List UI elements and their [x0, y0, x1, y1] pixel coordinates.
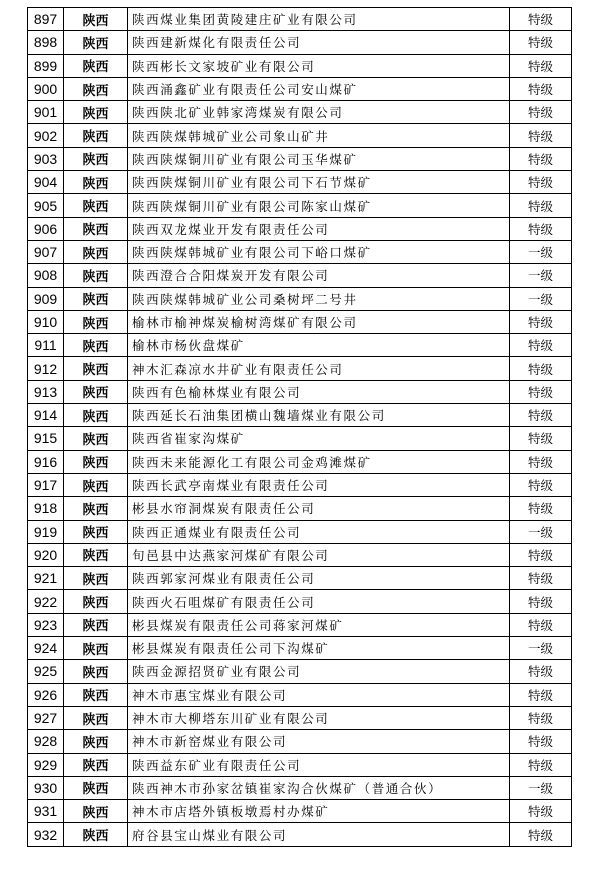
grade-cell: 特级 — [510, 706, 572, 729]
company-name-cell: 陕西双龙煤业开发有限责任公司 — [128, 217, 510, 240]
province-cell: 陕西 — [64, 590, 128, 613]
row-number: 907 — [28, 240, 64, 263]
table-row — [28, 730, 572, 753]
province-cell: 陕西 — [64, 240, 128, 263]
table-row — [28, 310, 572, 333]
row-number: 930 — [28, 776, 64, 799]
province-cell: 陕西 — [64, 776, 128, 799]
table-row — [28, 8, 572, 31]
company-name-cell: 陕西煤业集团黄陵建庄矿业有限公司 — [128, 8, 510, 31]
province-cell: 陕西 — [64, 753, 128, 776]
company-name-cell: 陕西澄合合阳煤炭开发有限公司 — [128, 264, 510, 287]
company-name-cell: 陕西神木市孙家岔镇崔家沟合伙煤矿（普通合伙） — [128, 776, 510, 799]
company-name-cell: 旬邑县中达燕家河煤矿有限公司 — [128, 543, 510, 566]
table-row — [28, 497, 572, 520]
row-number: 913 — [28, 380, 64, 403]
grade-cell: 特级 — [510, 473, 572, 496]
grade-cell: 特级 — [510, 450, 572, 473]
province-cell: 陕西 — [64, 637, 128, 660]
province-cell: 陕西 — [64, 124, 128, 147]
grade-cell: 一级 — [510, 264, 572, 287]
row-number: 929 — [28, 753, 64, 776]
table-row — [28, 124, 572, 147]
province-cell: 陕西 — [64, 520, 128, 543]
province-cell: 陕西 — [64, 54, 128, 77]
grade-cell: 特级 — [510, 380, 572, 403]
province-cell: 陕西 — [64, 380, 128, 403]
company-name-cell: 陕西陕北矿业韩家湾煤炭有限公司 — [128, 101, 510, 124]
province-cell: 陕西 — [64, 217, 128, 240]
row-number: 914 — [28, 404, 64, 427]
grade-cell: 特级 — [510, 543, 572, 566]
grade-cell: 特级 — [510, 683, 572, 706]
table-row — [28, 101, 572, 124]
company-name-cell: 彬县水帘洞煤炭有限责任公司 — [128, 497, 510, 520]
province-cell: 陕西 — [64, 660, 128, 683]
company-name-cell: 陕西有色榆林煤业有限公司 — [128, 380, 510, 403]
row-number: 919 — [28, 520, 64, 543]
province-cell: 陕西 — [64, 543, 128, 566]
grade-cell: 特级 — [510, 77, 572, 100]
grade-cell: 特级 — [510, 8, 572, 31]
grade-cell: 特级 — [510, 194, 572, 217]
grade-cell: 特级 — [510, 567, 572, 590]
table-row — [28, 77, 572, 100]
company-name-cell: 陕西郭家河煤业有限责任公司 — [128, 567, 510, 590]
table-row — [28, 520, 572, 543]
company-name-cell: 神木汇森凉水井矿业有限责任公司 — [128, 357, 510, 380]
table-row — [28, 753, 572, 776]
grade-cell: 特级 — [510, 357, 572, 380]
table-row — [28, 194, 572, 217]
province-cell: 陕西 — [64, 683, 128, 706]
company-name-cell: 神木市店塔外镇板墩焉村办煤矿 — [128, 800, 510, 823]
province-cell: 陕西 — [64, 101, 128, 124]
grade-cell: 特级 — [510, 800, 572, 823]
table-row — [28, 404, 572, 427]
grade-cell: 特级 — [510, 497, 572, 520]
grade-cell: 特级 — [510, 101, 572, 124]
province-cell: 陕西 — [64, 404, 128, 427]
company-name-cell: 陕西未来能源化工有限公司金鸡滩煤矿 — [128, 450, 510, 473]
company-name-cell: 神木市新窑煤业有限公司 — [128, 730, 510, 753]
company-name-cell: 陕西金源招贤矿业有限公司 — [128, 660, 510, 683]
grade-cell: 特级 — [510, 730, 572, 753]
province-cell: 陕西 — [64, 171, 128, 194]
table-row — [28, 543, 572, 566]
table-row — [28, 380, 572, 403]
table-row — [28, 800, 572, 823]
grade-cell: 一级 — [510, 520, 572, 543]
company-name-cell: 陕西建新煤化有限责任公司 — [128, 31, 510, 54]
company-name-cell: 陕西延长石油集团横山魏墙煤业有限公司 — [128, 404, 510, 427]
table-row — [28, 54, 572, 77]
province-cell: 陕西 — [64, 567, 128, 590]
province-cell: 陕西 — [64, 77, 128, 100]
province-cell: 陕西 — [64, 823, 128, 846]
grade-cell: 特级 — [510, 54, 572, 77]
province-cell: 陕西 — [64, 8, 128, 31]
coal-mine-grade-table — [27, 7, 572, 847]
table-row — [28, 776, 572, 799]
province-cell: 陕西 — [64, 800, 128, 823]
company-name-cell: 陕西益东矿业有限责任公司 — [128, 753, 510, 776]
province-cell: 陕西 — [64, 450, 128, 473]
company-name-cell: 陕西彬长文家坡矿业有限公司 — [128, 54, 510, 77]
row-number: 928 — [28, 730, 64, 753]
table-row — [28, 264, 572, 287]
company-name-cell: 陕西陕煤韩城矿业公司象山矿井 — [128, 124, 510, 147]
company-name-cell: 府谷县宝山煤业有限公司 — [128, 823, 510, 846]
row-number: 910 — [28, 310, 64, 333]
table-row — [28, 706, 572, 729]
row-number: 899 — [28, 54, 64, 77]
grade-cell: 特级 — [510, 310, 572, 333]
grade-cell: 特级 — [510, 613, 572, 636]
province-cell: 陕西 — [64, 427, 128, 450]
province-cell: 陕西 — [64, 334, 128, 357]
row-number: 927 — [28, 706, 64, 729]
table-row — [28, 357, 572, 380]
row-number: 916 — [28, 450, 64, 473]
company-name-cell: 陕西涌鑫矿业有限责任公司安山煤矿 — [128, 77, 510, 100]
company-name-cell: 陕西正通煤业有限责任公司 — [128, 520, 510, 543]
table-row — [28, 613, 572, 636]
province-cell: 陕西 — [64, 613, 128, 636]
company-name-cell: 陕西火石咀煤矿有限责任公司 — [128, 590, 510, 613]
grade-cell: 特级 — [510, 404, 572, 427]
company-name-cell: 彬县煤炭有限责任公司下沟煤矿 — [128, 637, 510, 660]
table-row — [28, 590, 572, 613]
row-number: 925 — [28, 660, 64, 683]
grade-cell: 特级 — [510, 590, 572, 613]
row-number: 903 — [28, 147, 64, 170]
table-row — [28, 683, 572, 706]
table-body — [28, 8, 572, 847]
grade-cell: 特级 — [510, 823, 572, 846]
row-number: 921 — [28, 567, 64, 590]
province-cell: 陕西 — [64, 730, 128, 753]
row-number: 898 — [28, 31, 64, 54]
row-number: 923 — [28, 613, 64, 636]
grade-cell: 一级 — [510, 637, 572, 660]
row-number: 906 — [28, 217, 64, 240]
row-number: 918 — [28, 497, 64, 520]
row-number: 912 — [28, 357, 64, 380]
row-number: 924 — [28, 637, 64, 660]
grade-cell: 特级 — [510, 334, 572, 357]
table-row — [28, 217, 572, 240]
row-number: 904 — [28, 171, 64, 194]
row-number: 911 — [28, 334, 64, 357]
table-row — [28, 147, 572, 170]
table-row — [28, 240, 572, 263]
table-row — [28, 450, 572, 473]
table-row — [28, 660, 572, 683]
company-name-cell: 榆林市榆神煤炭榆树湾煤矿有限公司 — [128, 310, 510, 333]
row-number: 922 — [28, 590, 64, 613]
row-number: 931 — [28, 800, 64, 823]
grade-cell: 特级 — [510, 660, 572, 683]
grade-cell: 一级 — [510, 287, 572, 310]
row-number: 926 — [28, 683, 64, 706]
grade-cell: 特级 — [510, 31, 572, 54]
row-number: 902 — [28, 124, 64, 147]
province-cell: 陕西 — [64, 287, 128, 310]
province-cell: 陕西 — [64, 147, 128, 170]
province-cell: 陕西 — [64, 357, 128, 380]
company-name-cell: 陕西陕煤铜川矿业有限公司陈家山煤矿 — [128, 194, 510, 217]
row-number: 905 — [28, 194, 64, 217]
province-cell: 陕西 — [64, 310, 128, 333]
table-row — [28, 637, 572, 660]
company-name-cell: 神木市惠宝煤业有限公司 — [128, 683, 510, 706]
row-number: 917 — [28, 473, 64, 496]
grade-cell: 特级 — [510, 753, 572, 776]
row-number: 901 — [28, 101, 64, 124]
company-name-cell: 陕西陕煤铜川矿业有限公司下石节煤矿 — [128, 171, 510, 194]
grade-cell: 一级 — [510, 776, 572, 799]
grade-cell: 特级 — [510, 217, 572, 240]
row-number: 908 — [28, 264, 64, 287]
row-number: 900 — [28, 77, 64, 100]
company-name-cell: 陕西陕煤韩城矿业公司桑树坪二号井 — [128, 287, 510, 310]
company-name-cell: 彬县煤炭有限责任公司蒋家河煤矿 — [128, 613, 510, 636]
row-number: 915 — [28, 427, 64, 450]
province-cell: 陕西 — [64, 194, 128, 217]
company-name-cell: 榆林市杨伙盘煤矿 — [128, 334, 510, 357]
province-cell: 陕西 — [64, 264, 128, 287]
province-cell: 陕西 — [64, 473, 128, 496]
table-row — [28, 823, 572, 846]
province-cell: 陕西 — [64, 497, 128, 520]
row-number: 897 — [28, 8, 64, 31]
company-name-cell: 陕西省崔家沟煤矿 — [128, 427, 510, 450]
table-row — [28, 473, 572, 496]
grade-cell: 特级 — [510, 147, 572, 170]
company-name-cell: 陕西陕煤铜川矿业有限公司玉华煤矿 — [128, 147, 510, 170]
province-cell: 陕西 — [64, 706, 128, 729]
table-row — [28, 171, 572, 194]
company-name-cell: 陕西长武亭南煤业有限责任公司 — [128, 473, 510, 496]
province-cell: 陕西 — [64, 31, 128, 54]
table-row — [28, 427, 572, 450]
table-row — [28, 567, 572, 590]
company-name-cell: 陕西陕煤韩城矿业有限公司下峪口煤矿 — [128, 240, 510, 263]
table-row — [28, 334, 572, 357]
company-name-cell: 神木市大柳塔东川矿业有限公司 — [128, 706, 510, 729]
row-number: 909 — [28, 287, 64, 310]
table-row — [28, 31, 572, 54]
grade-cell: 特级 — [510, 124, 572, 147]
table-row — [28, 287, 572, 310]
grade-cell: 特级 — [510, 427, 572, 450]
grade-cell: 一级 — [510, 240, 572, 263]
row-number: 920 — [28, 543, 64, 566]
grade-cell: 特级 — [510, 171, 572, 194]
row-number: 932 — [28, 823, 64, 846]
